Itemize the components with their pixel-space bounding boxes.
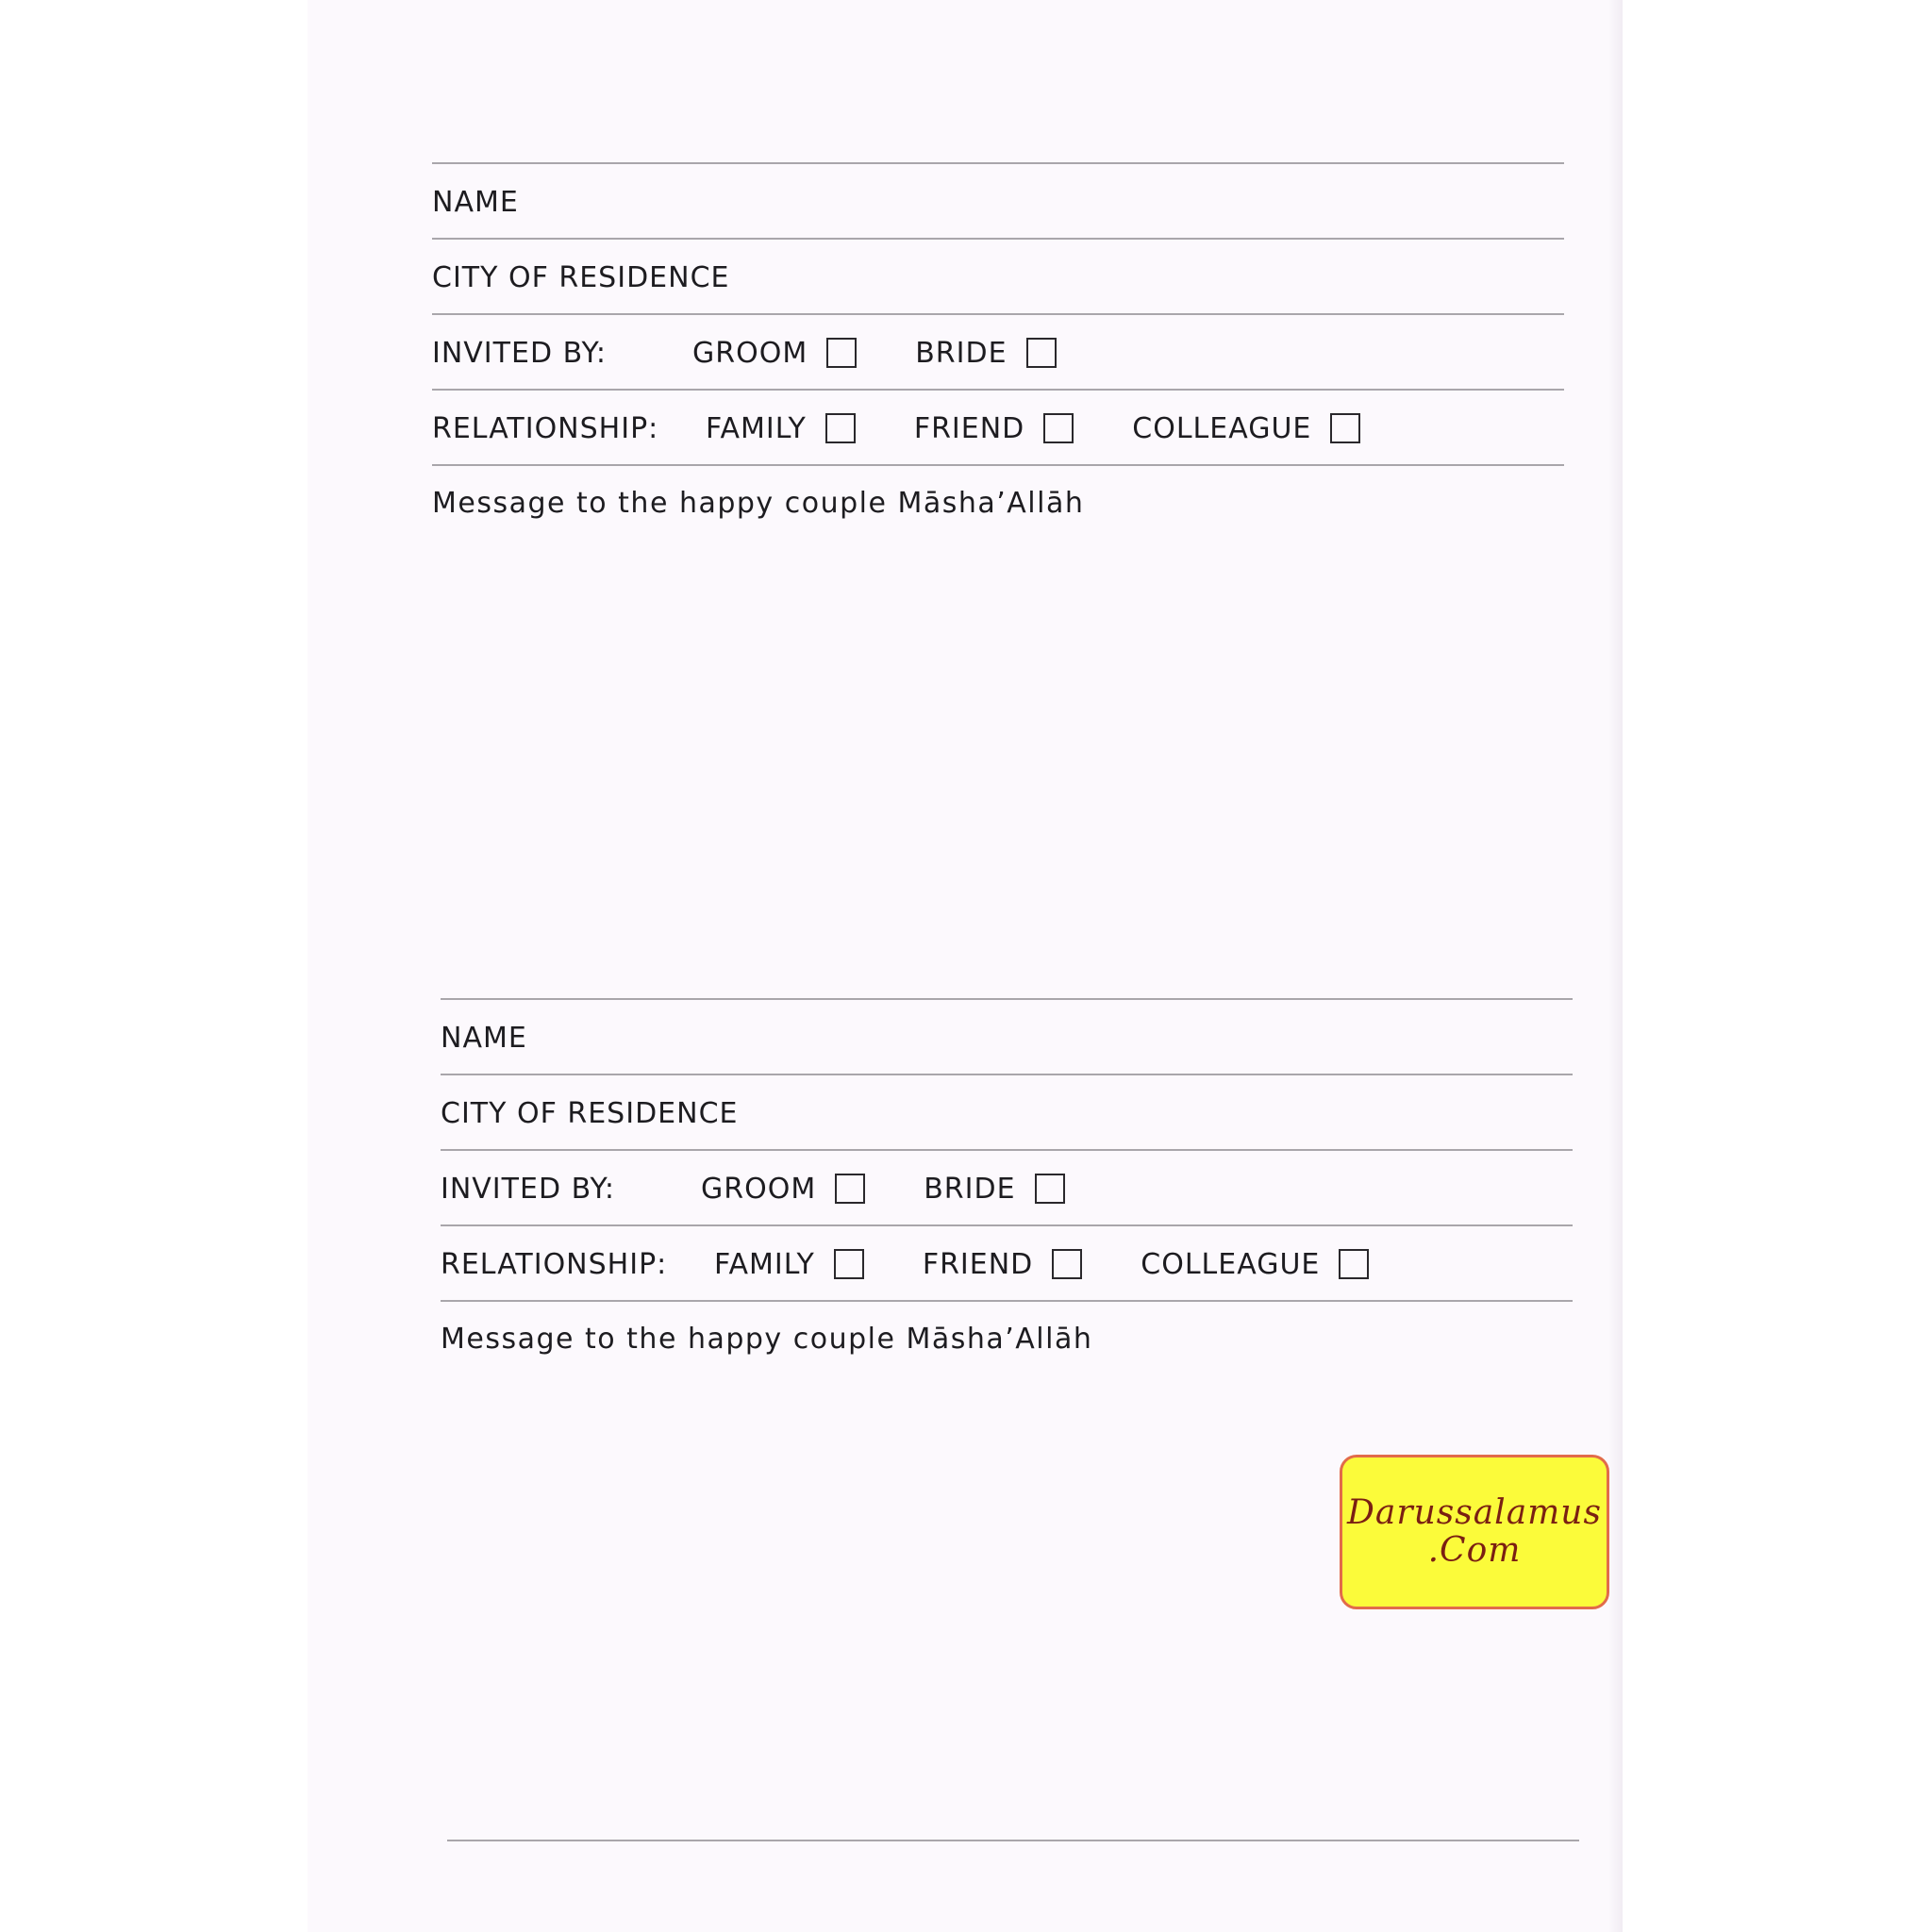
friend-label: FRIEND [913, 411, 1025, 445]
guest-entry-2 [441, 998, 1573, 1834]
watermark-line-1: Darussalamus [1347, 1493, 1602, 1532]
city-label: CITY OF RESIDENCE [441, 1096, 739, 1130]
bride-checkbox[interactable] [1035, 1174, 1065, 1204]
invited-by-row [441, 1151, 1573, 1224]
name-row[interactable] [432, 164, 1564, 238]
message-label: Message to the happy couple Māsha’Allāh [441, 1322, 1093, 1356]
city-label: CITY OF RESIDENCE [432, 260, 730, 294]
watermark-line-2: .Com [1427, 1531, 1522, 1570]
family-label: FAMILY [714, 1247, 815, 1281]
groom-checkbox[interactable] [826, 338, 857, 368]
friend-option[interactable] [923, 1248, 1082, 1281]
relationship-label: RELATIONSHIP: [441, 1247, 668, 1281]
colleague-option[interactable] [1141, 1248, 1369, 1281]
guest-entry-1 [432, 162, 1564, 998]
groom-option[interactable] [701, 1173, 865, 1206]
city-row[interactable] [441, 1075, 1573, 1149]
groom-checkbox[interactable] [835, 1174, 865, 1204]
name-label: NAME [432, 185, 519, 219]
family-checkbox[interactable] [834, 1249, 864, 1279]
name-row[interactable] [441, 1000, 1573, 1074]
colleague-label: COLLEAGUE [1141, 1247, 1321, 1281]
rule-bottom [447, 1840, 1579, 1841]
message-label: Message to the happy couple Māsha’Allāh [432, 486, 1085, 520]
bride-option[interactable] [924, 1173, 1064, 1206]
friend-checkbox[interactable] [1052, 1249, 1082, 1279]
watermark-stamp [1340, 1455, 1609, 1609]
friend-option[interactable] [914, 412, 1074, 445]
relationship-row [432, 391, 1564, 464]
bride-option[interactable] [915, 337, 1056, 370]
groom-label: GROOM [701, 1172, 817, 1206]
invited-by-label: INVITED BY: [432, 336, 607, 370]
name-label: NAME [441, 1021, 527, 1055]
invited-by-row [432, 315, 1564, 389]
groom-label: GROOM [692, 336, 808, 370]
family-option[interactable] [706, 412, 856, 445]
family-checkbox[interactable] [825, 413, 856, 443]
colleague-checkbox[interactable] [1339, 1249, 1369, 1279]
relationship-label: RELATIONSHIP: [432, 411, 659, 445]
guestbook-page [308, 0, 1623, 1932]
invited-by-label: INVITED BY: [441, 1172, 615, 1206]
colleague-option[interactable] [1132, 412, 1360, 445]
friend-label: FRIEND [922, 1247, 1034, 1281]
friend-checkbox[interactable] [1043, 413, 1074, 443]
family-option[interactable] [714, 1248, 864, 1281]
family-label: FAMILY [706, 411, 807, 445]
relationship-row [441, 1226, 1573, 1300]
city-row[interactable] [432, 240, 1564, 313]
bride-label: BRIDE [924, 1172, 1016, 1206]
groom-option[interactable] [692, 337, 857, 370]
bride-checkbox[interactable] [1026, 338, 1057, 368]
colleague-checkbox[interactable] [1330, 413, 1360, 443]
bride-label: BRIDE [915, 336, 1008, 370]
page-edge [1609, 0, 1623, 1932]
message-area[interactable] [432, 540, 1564, 998]
colleague-label: COLLEAGUE [1132, 411, 1312, 445]
